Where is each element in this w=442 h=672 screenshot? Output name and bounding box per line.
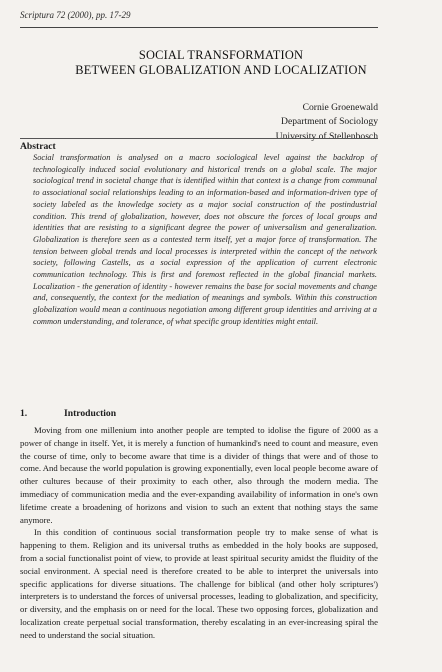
title-line-1: SOCIAL TRANSFORMATION (138, 48, 304, 62)
section-number: 1. (20, 408, 28, 419)
author-department: Department of Sociology (281, 116, 378, 128)
header-rule (20, 27, 378, 28)
abstract-text: Social transformation is analysed on a macro sociological level against the backdrop of technologically induced social evolutionary and historical trends on a global scale. The major sociological trend in societal change that is identified within that context is a change from communal to associational social relationships leading to an information-based and information-driven type of society labeled as the knowledge society as a major social construction of the postindustrial condition. This trend of globalization, however, does not obscure the forces of local groups and identities that are resisting to a significant degree the power of universalism and generalization. Globalization is therefore seen as a contested term itself, yet a major force of transformation. The tension between global trends and local processes is interpreted within the concept of the network society, following Castells, as a social expression of the application of current electronic communication technology. This is first and foremost reflected in the global financial markets. Localization - the generation of identity - however remains the base for social movements and change and, consequently, the context for the mediation of meanings and symbols. Within this construction globalization would mean a continuous negotiation among different group identities and arriving at a common understanding, and tolerance, of what specific group identities might entail. (33, 153, 377, 326)
abstract-heading: Abstract (20, 141, 56, 152)
section-heading (20, 408, 116, 419)
author-institution: University of Stellenbosch (275, 130, 378, 142)
running-head: Scriptura 72 (2000), pp. 17-29 (20, 10, 131, 20)
author-name: Cornie Groenewald (302, 102, 378, 113)
body-paragraph-2: In this condition of continuous social transformation people try to make sense of what is happening to them. Religion and its universal truths as embedded in the holy books are supposed, from a social functionalist point of view, to provide at least spiritual security amidst the fluidity of the social environment. A special need is therefore created to be able to interpret the universals into specific applications for diverse situations. The challenge for biblical (and other holy scriptures') interpreters is to understand the forces of universal processes, leading to globalization, and specificity, or diversity, and the emphasis on or need for the local. These two opposing forces, globalization and localization create perpetual social transformation, thereby escalating in an ever-increasing spiral the need to understand the social situation. (20, 527, 378, 640)
article-title (20, 48, 422, 77)
section-title: Introduction (64, 408, 117, 419)
abstract-rule (20, 138, 378, 139)
title-line-2: BETWEEN GLOBALIZATION AND LOCALIZATION (75, 62, 367, 77)
section-body (20, 424, 378, 642)
body-paragraph-1: Moving from one millenium into another people are tempted to idolise the figure of 2000 as a power of change in itself. Yet, it is merely a function of humankind's need to count and measure, even the course of time, only to become aware that time is a divider of things that were and of those to come. And because the world population is growing exponentially, even local people become aware of other cultures because of their proximity to each other, also through the modern media. The immediacy of communication media and the ever-expanding availability of information in one's own lifetime create a broadening of horizons and vision to such an extent that nothing stays the same anymore. (20, 425, 378, 525)
